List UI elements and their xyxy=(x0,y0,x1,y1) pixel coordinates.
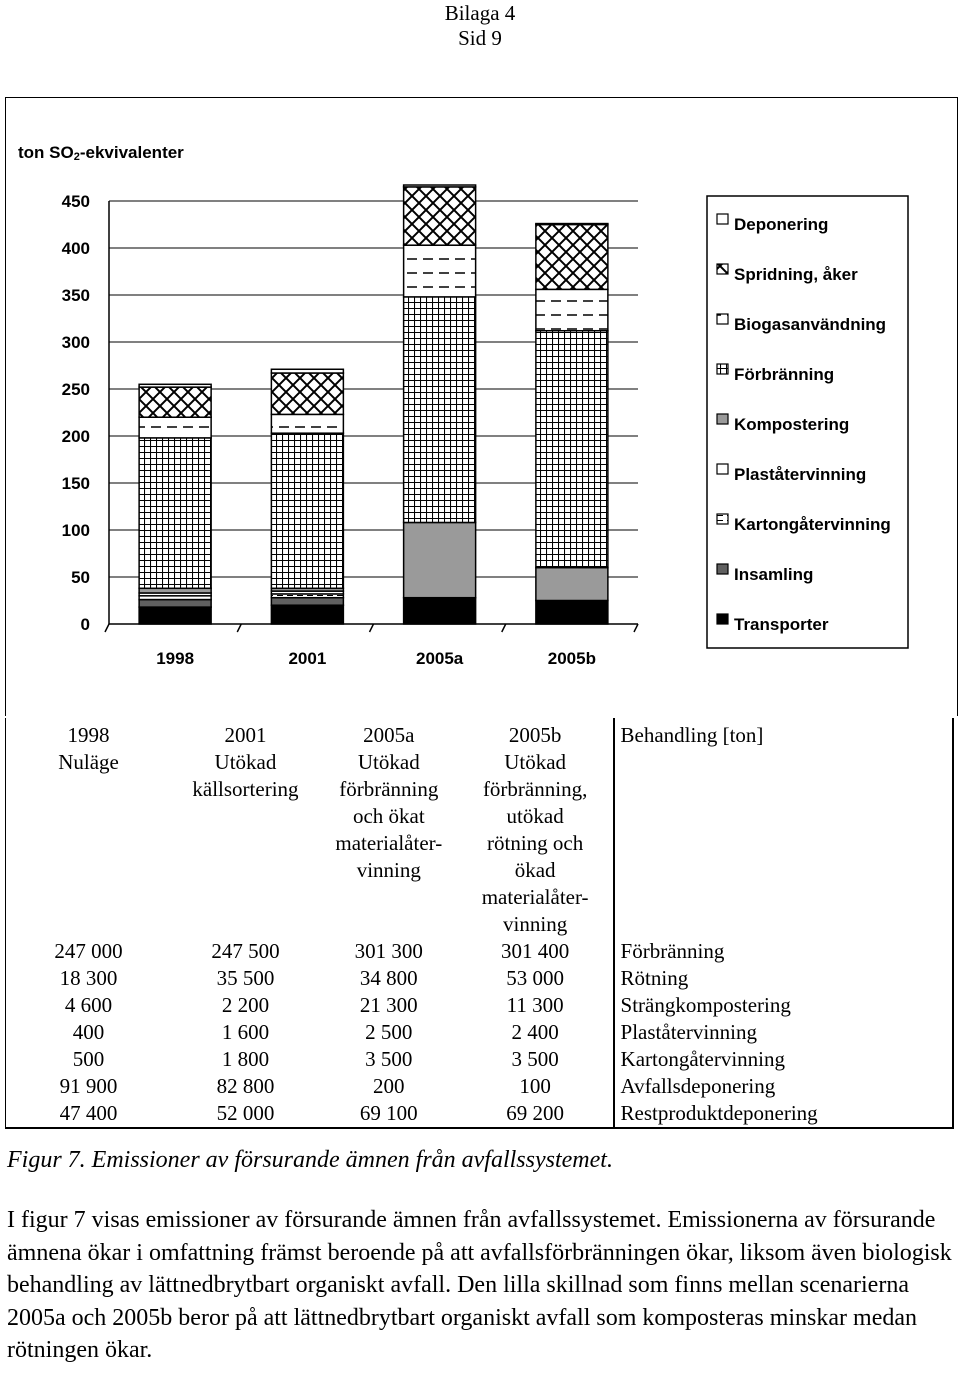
table-header-line: Nuläge xyxy=(58,750,119,774)
table-header-line: Utökad xyxy=(504,750,567,774)
bar-2005b-transporter xyxy=(536,601,608,625)
legend-label: Transporter xyxy=(734,615,829,634)
bar-2001-deponering xyxy=(271,369,343,373)
bar-2005b-f-rbr-nning xyxy=(536,331,608,568)
legend-swatch-f-rbr-nning xyxy=(717,364,728,374)
table-cell: Strängkompostering xyxy=(614,992,953,1019)
y-tick-label: 450 xyxy=(61,192,90,211)
x-tick-mark xyxy=(105,624,109,632)
legend-swatch-transporter xyxy=(717,614,728,624)
legend-label: Deponering xyxy=(734,215,829,234)
table-cell: 3 500 xyxy=(365,1047,413,1071)
table-header-line: ökad xyxy=(514,858,556,882)
table-cell: 69 100 xyxy=(359,1101,418,1125)
x-tick-label: 1998 xyxy=(156,649,195,668)
bar-2001-f-rbr-nning xyxy=(271,433,343,588)
bar-2001-spridning-ker xyxy=(271,373,343,414)
table-header-cell xyxy=(6,718,172,938)
table-header-line: Utökad xyxy=(357,750,420,774)
figure-caption: Figur 7. Emissioner av försurande ämnen från avfallssystemet. xyxy=(7,1147,613,1173)
table-cell: 3 500 xyxy=(511,1047,559,1071)
table-cell: 247 000 xyxy=(54,939,123,963)
y-tick-label: 150 xyxy=(61,474,90,493)
table-header-line: 2001 xyxy=(224,723,267,747)
table-header-cell xyxy=(320,718,458,938)
stacked-bar-chart xyxy=(6,98,957,716)
table-cell: 34 800 xyxy=(359,966,418,990)
y-axis-title: ton SO2-ekvivalenter xyxy=(18,143,184,163)
table-cell: 2 200 xyxy=(221,993,270,1017)
bar-2005b-kompostering xyxy=(536,568,608,601)
table-cell: Restproduktdeponering xyxy=(614,1100,953,1128)
bar-2005b-deponering xyxy=(536,224,608,225)
legend-swatch-deponering xyxy=(717,214,728,224)
table-cell: Avfallsdeponering xyxy=(614,1073,953,1100)
table-header-cell xyxy=(614,718,953,938)
y-tick-label: 300 xyxy=(61,333,90,352)
table-header-line: förbränning, xyxy=(482,777,588,801)
legend-swatch-biogasanv-ndning xyxy=(717,314,728,324)
y-tick-label: 250 xyxy=(61,380,90,399)
legend-label: Spridning, åker xyxy=(734,265,858,284)
bar-1998-insamling xyxy=(139,600,211,608)
bar-2005a-transporter xyxy=(404,598,476,624)
y-tick-label: 400 xyxy=(61,239,90,258)
table-cell: 91 900 xyxy=(59,1074,118,1098)
table-cell: 400 xyxy=(72,1020,105,1044)
table-row xyxy=(6,1100,954,1128)
table-header-line: 2005a xyxy=(363,723,415,747)
table-cell: Kartongåtervinning xyxy=(614,1046,953,1073)
table-cell: 2 400 xyxy=(511,1020,559,1044)
table-cell: 69 200 xyxy=(506,1101,564,1125)
y-tick-label: 100 xyxy=(61,521,90,540)
x-tick-mark xyxy=(634,624,638,632)
bar-2001-transporter xyxy=(271,605,343,624)
bar-2001-biogasanv-ndning xyxy=(271,414,343,433)
table-cell: 247 500 xyxy=(211,939,280,963)
bar-1998-spridning-ker xyxy=(139,387,211,417)
table-cell: 200 xyxy=(373,1074,405,1098)
bar-2005b-spridning-ker xyxy=(536,225,608,290)
legend-swatch-kartong-tervinning xyxy=(717,514,728,524)
bar-2005b-biogasanv-ndning xyxy=(536,289,608,330)
table-header-cell xyxy=(458,718,614,938)
table-cell: 500 xyxy=(72,1047,105,1071)
x-tick-mark xyxy=(370,624,374,632)
x-tick-label: 2001 xyxy=(288,649,327,668)
bar-1998-f-rbr-nning xyxy=(139,438,211,588)
table-header-line: 1998 xyxy=(67,723,110,747)
table-cell: 18 300 xyxy=(59,966,118,990)
page-header-attachment: Bilaga 4 xyxy=(444,1,516,25)
legend-label: Insamling xyxy=(734,565,814,584)
table-row xyxy=(6,1019,954,1046)
table-header-line: 2005b xyxy=(508,723,562,747)
table-header-line: rötning och xyxy=(487,831,584,855)
table-header-cell xyxy=(171,718,320,938)
table-row xyxy=(6,1046,954,1073)
table-cell: 100 xyxy=(519,1074,551,1098)
table-cell: Plaståtervinning xyxy=(614,1019,953,1046)
bar-2005a-deponering xyxy=(404,185,476,187)
table-header-line: Behandling [ton] xyxy=(620,723,764,747)
table-row xyxy=(6,1073,954,1100)
y-tick-label: 50 xyxy=(71,568,90,587)
page-header-page: Sid 9 xyxy=(458,26,502,50)
table-cell: 53 000 xyxy=(506,966,564,990)
table-cell: 52 000 xyxy=(216,1101,275,1125)
table-header-line: vinning xyxy=(503,912,568,936)
legend-swatch-insamling xyxy=(717,564,728,574)
y-tick-label: 350 xyxy=(61,286,90,305)
table-cell: 11 300 xyxy=(506,993,564,1017)
bar-1998-transporter xyxy=(139,607,211,624)
table-cell: 301 300 xyxy=(354,939,423,963)
table-header-line: materialåter- xyxy=(481,885,589,909)
x-tick-label: 2005a xyxy=(415,649,464,668)
bar-1998-biogasanv-ndning xyxy=(139,417,211,438)
table-header-row xyxy=(6,718,954,938)
table-cell: 4 600 xyxy=(64,993,113,1017)
legend-swatch-kompostering xyxy=(717,414,728,424)
chart-frame xyxy=(5,97,958,716)
table-row xyxy=(6,938,954,965)
x-tick-label: 2005b xyxy=(547,649,596,668)
table-cell: 1 800 xyxy=(221,1047,270,1071)
bar-2005a-kompostering xyxy=(404,522,476,597)
legend-label: Biogasanvändning xyxy=(734,315,887,334)
table-header-line: vinning xyxy=(356,858,421,882)
table-header-line: förbränning xyxy=(339,777,439,801)
legend-label: Kompostering xyxy=(734,415,850,434)
legend-label: Kartongåtervinning xyxy=(734,515,891,534)
table-cell: 301 400 xyxy=(501,939,570,963)
legend-label: Plaståtervinning xyxy=(734,465,867,484)
table-cell: 47 400 xyxy=(59,1101,118,1125)
table-header-line: källsortering xyxy=(192,777,299,801)
table-cell: 2 500 xyxy=(365,1020,413,1044)
table-row xyxy=(6,992,954,1019)
table-cell: 1 600 xyxy=(221,1020,270,1044)
table-cell: 82 800 xyxy=(216,1074,275,1098)
legend-label: Förbränning xyxy=(734,365,835,384)
table-row xyxy=(6,965,954,992)
table-header-line: materialåter- xyxy=(335,831,443,855)
table-cell: 21 300 xyxy=(359,993,418,1017)
bar-1998-deponering xyxy=(139,384,211,387)
x-tick-mark xyxy=(502,624,506,632)
data-table xyxy=(5,718,954,1129)
bar-2005a-f-rbr-nning xyxy=(404,297,476,523)
table-cell: Rötning xyxy=(614,965,953,992)
body-paragraph: I figur 7 visas emissioner av försurande ämnen från avfallssystemet. Emissionerna av försurande ämnena ökar i omfattning främst beroende på att avfallsförbränningen ökar, liksom även biologisk behandling av lättnedbrytbart organiskt avfall. Den lilla skillnad som finns mellan scenarierna 2005a och 2005b beror på att lättnedbrytbart organiskt avfall som komposteras minskar medan rötningen ökar. xyxy=(7,1207,952,1363)
bar-2005a-spridning-ker xyxy=(404,187,476,245)
table-header-line: och ökat xyxy=(352,804,425,828)
bar-2005a-biogasanv-ndning xyxy=(404,245,476,297)
table-header-line: Utökad xyxy=(214,750,277,774)
y-tick-label: 200 xyxy=(61,427,90,446)
legend-swatch-spridning-ker xyxy=(717,264,728,274)
legend-swatch-plast-tervinning xyxy=(717,464,728,474)
table-cell: 35 500 xyxy=(216,966,275,990)
y-tick-label: 0 xyxy=(80,615,90,634)
table-cell: Förbränning xyxy=(614,938,953,965)
table-header-line: utökad xyxy=(506,804,564,828)
x-tick-mark xyxy=(237,624,241,632)
bar-2001-insamling xyxy=(271,598,343,606)
